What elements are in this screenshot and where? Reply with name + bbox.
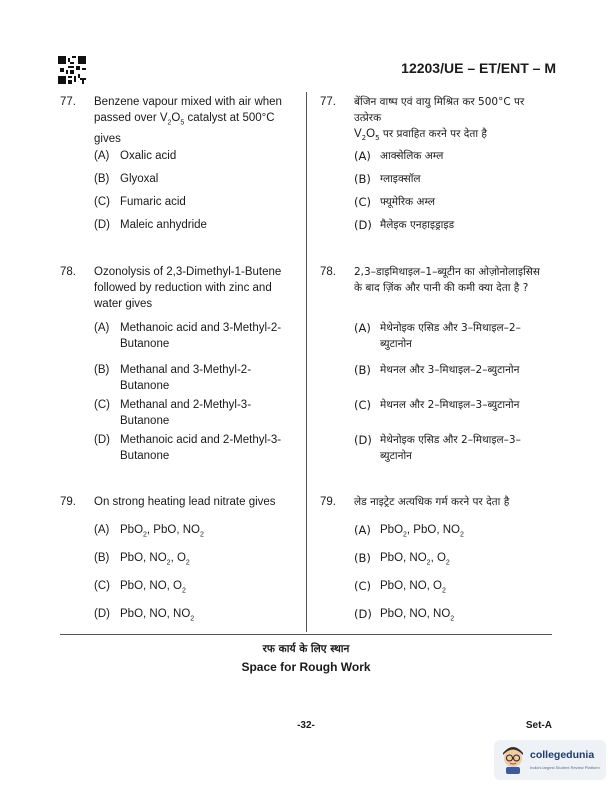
question-77-en: [60, 94, 298, 231]
question-text: Benzene vapour mixed with air when passed over $V_2O_5$ catalyst at 500°C gives: [94, 96, 282, 146]
question-78-hi: [320, 264, 552, 462]
question-79-en: [60, 494, 298, 623]
option-a: (A) PbO$_2$, PbO, $NO_2$: [94, 524, 204, 539]
question-number: 79.: [60, 496, 76, 508]
option-a: (A) मेथेनोइक एसिड और 3–मिथाइल–2– ब्युटानोन: [354, 321, 521, 350]
option-b: (B) ग्लाइक्सॉल: [354, 172, 421, 186]
question-number: 77.: [320, 96, 336, 108]
page-number: -32-: [297, 720, 315, 731]
option-c: (C) Fumaric acid: [94, 196, 186, 208]
option-d: (D) PbO, NO, $NO_2$: [94, 608, 195, 623]
option-c: (C) मेथनल और 2–मिथाइल–3–ब्युटानोन: [354, 398, 520, 412]
option-d: (D) Maleic anhydride: [94, 219, 207, 231]
question-number: 77.: [60, 96, 76, 108]
logo-tagline: India's largest Student Review Platform: [530, 765, 600, 770]
collegedunia-logo: [494, 740, 606, 780]
option-a: (A) Methanoic acid and 3-Methyl-2- Butanone: [94, 322, 282, 350]
question-number: 78.: [320, 266, 336, 278]
rough-work-heading-hindi: रफ कार्य के लिए स्थान: [262, 643, 350, 655]
option-b: (B) Glyoxal: [94, 173, 159, 185]
question-78-en: [60, 264, 298, 462]
option-c: (C) PbO, NO, $O_2$: [94, 580, 186, 595]
set-label: Set-A: [525, 720, 552, 731]
option-d: (D) Methanoic acid and 2-Methyl-3- Butanone: [94, 434, 282, 462]
option-c: (C) PbO, NO, $O_2$: [354, 579, 446, 595]
option-b: (B) Methanal and 3-Methyl-2- Butanone: [94, 364, 252, 392]
option-c: (C) Methanal and 2-Methyl-3- Butanone: [94, 399, 252, 427]
qr-code-icon: [58, 56, 86, 84]
option-b: (B) मेथनल और 3–मिथाइल–2–ब्युटानोन: [354, 363, 520, 377]
rough-work-heading: Space for Rough Work: [241, 660, 371, 674]
option-d: (D) मैलेइक एनहाइड्राइड: [354, 218, 455, 232]
option-d: (D) मेथेनोइक एसिड और 2–मिथाइल–3– ब्युटानोन: [354, 433, 521, 462]
paper-code: 12203/UE – ET/ENT – M: [401, 60, 556, 76]
question-text: On strong heating lead nitrate gives: [94, 496, 276, 508]
option-d: (D) PbO, NO, $NO_2$: [354, 607, 455, 623]
rough-work-divider: [60, 634, 552, 635]
logo-name: collegedunia: [530, 749, 595, 761]
option-a: (A) Oxalic acid: [94, 150, 177, 162]
question-number: 79.: [320, 496, 336, 508]
question-text: 2,3–डाइमिथाइल–1–ब्यूटीन का ओज़ोनोलाइसिस के बाद ज़िंक और पानी की कमी क्या देता है ?: [354, 266, 540, 294]
option-a: (A) आक्सेलिक अम्ल: [354, 149, 444, 163]
option-a: (A) PbO$_2$, PbO, $NO_2$: [354, 523, 464, 539]
question-text: बेंजिन वाष्प एवं वायु मिश्रित कर 500°C पर उत्प्रेरक $V_2O_5$ पर प्रवाहित करने पर देता है: [354, 96, 525, 143]
option-b: (B) PbO, $NO_2$, $O_2$: [94, 552, 190, 567]
option-c: (C) फ्यूमेरिक अम्ल: [354, 195, 436, 209]
question-number: 78.: [60, 266, 76, 278]
question-text: Ozonolysis of 2,3-Dimethyl-1-Butene followed by reduction with zinc and water gives: [94, 266, 282, 310]
question-77-hi: [320, 94, 552, 232]
student-avatar-icon: [500, 746, 526, 774]
question-79-hi: [320, 494, 552, 623]
option-b: (B) PbO, $NO_2$, $O_2$: [354, 551, 450, 567]
column-divider: [306, 92, 307, 632]
question-text: लेड नाइट्रेट अत्यधिक गर्म करने पर देता है: [354, 496, 510, 508]
